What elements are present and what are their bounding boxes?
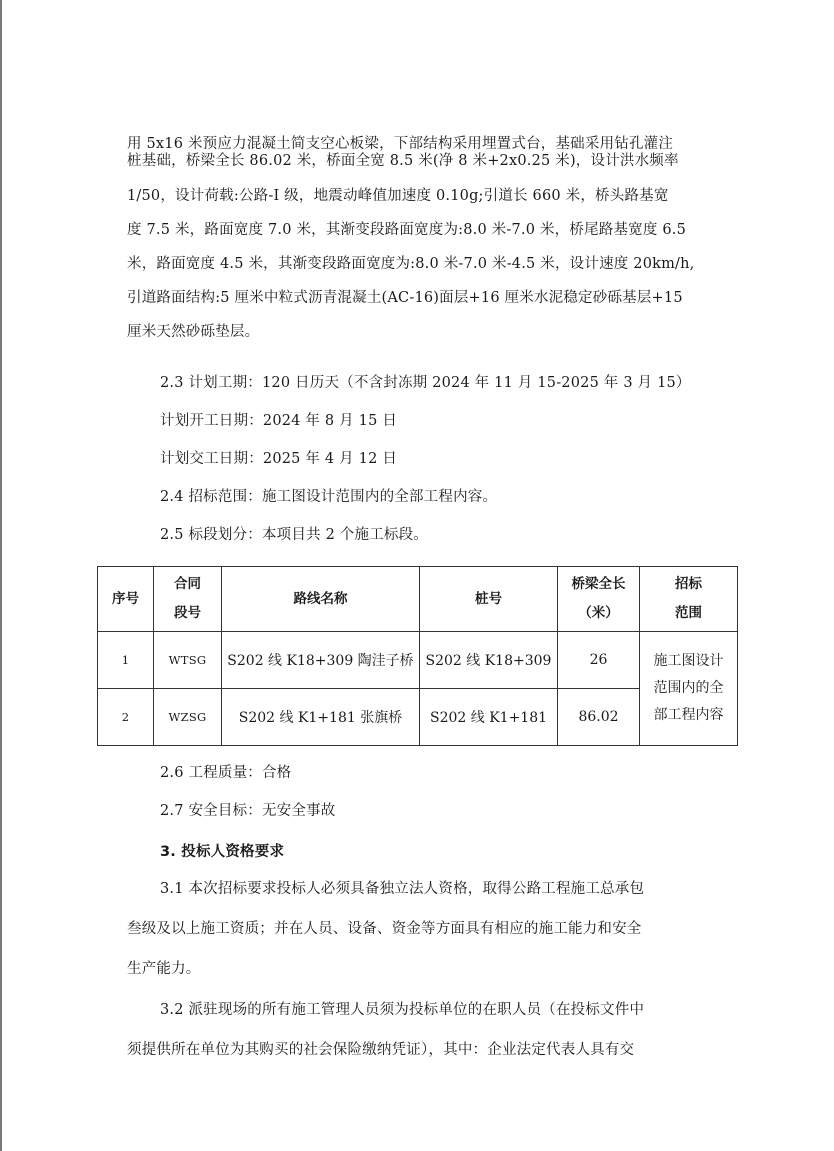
table-header-row [98,567,738,632]
paragraph-line: 度 7.5 米，路面宽度 7.0 米，其渐变段路面宽度为:8.0 米-7.0 米，桥尾路基宽度 6.5 [127,222,687,238]
paragraph-line: 米，路面宽度 4.5 米，其渐变段路面宽度为:8.0 米-7.0 米-4.5 米，设计速度 20km/h, [127,256,695,272]
table-row [98,632,738,689]
section-table [97,566,738,746]
row-seq: 1 [98,632,154,689]
bid-scope: 2.4 招标范围：施工图设计范围内的全部工程内容。 [160,489,498,505]
row-code: WTSG [154,632,222,689]
row-route: S202 线 K18+309 陶洼子桥 [222,632,420,689]
row-route: S202 线 K1+181 张旗桥 [222,689,420,746]
header-seq: 序号 [98,567,154,632]
safety-target: 2.7 安全目标：无安全事故 [160,803,336,819]
header-contract: 合同 段号 [154,567,222,632]
planned-start-date: 计划开工日期：2024 年 8 月 15 日 [160,413,398,429]
row-stake: S202 线 K1+181 [420,689,558,746]
header-length: 桥梁全长 （米） [558,567,640,632]
planned-period: 2.3 计划工期：120 日历天（不含封冻期 2024 年 11 月 15-2025 年 3 月 15） [160,375,691,391]
header-route: 路线名称 [222,567,420,632]
section-division: 2.5 标段划分：本项目共 2 个施工标段。 [160,527,429,543]
paragraph-line: 叁级及以上施工资质；并在人员、设备、资金等方面具有相应的施工能力和安全 [127,921,642,937]
paragraph-line: 须提供所在单位为其购买的社会保险缴纳凭证），其中：企业法定代表人具有交 [127,1042,635,1058]
scope-cell: 施工图设计 范围内的全 部工程内容 [640,632,738,746]
paragraph-line: 3.2 派驻现场的所有施工管理人员须为投标单位的在职人员（在投标文件中 [160,1002,645,1018]
row-length: 26 [558,632,640,689]
planned-end-date: 计划交工日期：2025 年 4 月 12 日 [160,451,398,467]
paragraph-line: 厘米天然砂砾垫层。 [127,324,260,340]
paragraph-line: 桩基础，桥梁全长 86.02 米，桥面全宽 8.5 米(净 8 米+2x0.25 米)，设计洪水频率 [127,153,679,169]
header-stake: 桩号 [420,567,558,632]
row-stake: S202 线 K18+309 [420,632,558,689]
paragraph-line: 引道路面结构:5 厘米中粒式沥青混凝土(AC-16)面层+16 厘米水泥稳定砂砾基层+15 [127,290,683,306]
row-code: WZSG [154,689,222,746]
paragraph-line: 用 5x16 米预应力混凝土简支空心板梁，下部结构采用埋置式台，基础采用钻孔灌注 [127,136,674,152]
row-length: 86.02 [558,689,640,746]
paragraph-line: 生产能力。 [127,961,201,977]
paragraph-line: 1/50，设计荷载:公路-I 级，地震动峰值加速度 0.10g;引道长 660 米，桥头路基宽 [127,188,669,204]
paragraph-line: 3.1 本次招标要求投标人必须具备独立法人资格，取得公路工程施工总承包 [160,881,645,897]
section-3-heading: 3. 投标人资格要求 [160,844,285,860]
header-scope: 招标 范围 [640,567,738,632]
quality-target: 2.6 工程质量：合格 [160,765,292,781]
row-seq: 2 [98,689,154,746]
